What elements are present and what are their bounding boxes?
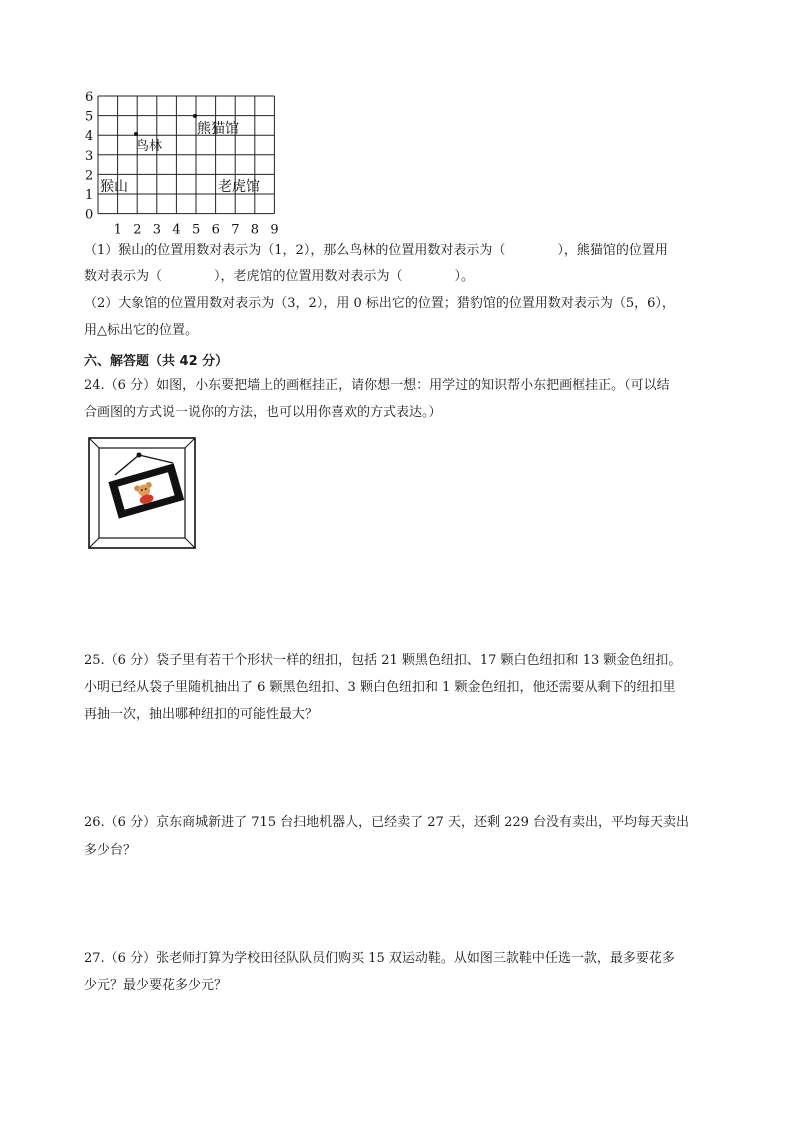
y-tick-label: 1 (85, 188, 94, 203)
x-tick-label: 1 (113, 222, 122, 234)
q23-part2-line1: （2）大象馆的位置用数对表示为（3，2），用 0 标出它的位置；猎豹馆的位置用数对表示为（5，6）， (84, 296, 675, 311)
y-tick-label: 4 (85, 129, 94, 145)
panda-hall-label: 熊猫馆 (197, 121, 239, 137)
section-heading: 六、解答题（共 42 分） (84, 354, 229, 369)
y-tick-label: 0 (85, 207, 94, 223)
q27-line2: 少元？最少要花多少元？ (84, 978, 228, 993)
q23-part2-line2: 用△标出它的位置。 (84, 323, 198, 338)
x-tick-label: 6 (211, 222, 220, 234)
x-tick-label: 3 (152, 222, 162, 234)
x-tick-label: 4 (172, 222, 181, 234)
q25-line3: 再抽一次，抽出哪种纽扣的可能性最大？ (84, 707, 319, 722)
x-tick-label: 9 (270, 222, 279, 234)
q25-line1: 25.（6 分）袋子里有若干个形状一样的纽扣，包括 21 颗黑色纽扣、17 颗白色纽扣和 13 颗金色纽扣。 (84, 653, 682, 668)
q26-line1: 26.（6 分）京东商城新进了 715 台扫地机器人，已经卖了 27 天，还剩 229 台没有卖出，平均每天卖出 (84, 815, 690, 830)
coordinate-grid (84, 90, 284, 234)
x-tick-label: 2 (133, 222, 142, 234)
q23-part1-line2: 数对表示为（ ），老虎馆的位置用数对表示为（ ）。 (84, 269, 475, 284)
y-tick-label: 6 (85, 90, 94, 105)
bird-forest-label: 鸟林 (136, 139, 163, 154)
q27-line1: 27.（6 分）张老师打算为学校田径队队员们购买 15 双运动鞋。从如图三款鞋中任选一款，最多要花多 (84, 951, 675, 966)
y-tick-label: 5 (85, 109, 94, 125)
x-tick-label: 5 (192, 222, 201, 234)
tilted-picture-frame-figure (88, 437, 196, 549)
tiger-hall-label: 老虎馆 (218, 179, 260, 195)
q25-line2: 小明已经从袋子里随机抽出了 6 颗黑色纽扣、3 颗白色纽扣和 1 颗金色纽扣，他还需要从剩下的纽扣里 (84, 680, 676, 695)
q24-line1: 24.（6 分）如图，小东要把墙上的画框挂正，请你想一想：用学过的知识帮小东把画框挂正。（可以结 (84, 378, 670, 393)
birds-point (134, 132, 138, 136)
q24-line2: 合画图的方式说一说你的方法，也可以用你喜欢的方式表达。） (84, 405, 442, 420)
panda-point (193, 114, 197, 118)
q26-line2: 多少台？ (84, 843, 137, 858)
monkey-hill-label: 猴山 (100, 179, 128, 195)
y-tick-label: 2 (85, 168, 94, 184)
coordinate-grid-figure (84, 90, 284, 234)
q23-part1-line1: （1）猴山的位置用数对表示为（1，2），那么鸟林的位置用数对表示为（ ），熊猫馆的位置用 (84, 243, 668, 258)
x-tick-label: 7 (231, 222, 240, 234)
x-tick-label: 8 (250, 222, 260, 234)
y-tick-label: 3 (85, 148, 94, 164)
